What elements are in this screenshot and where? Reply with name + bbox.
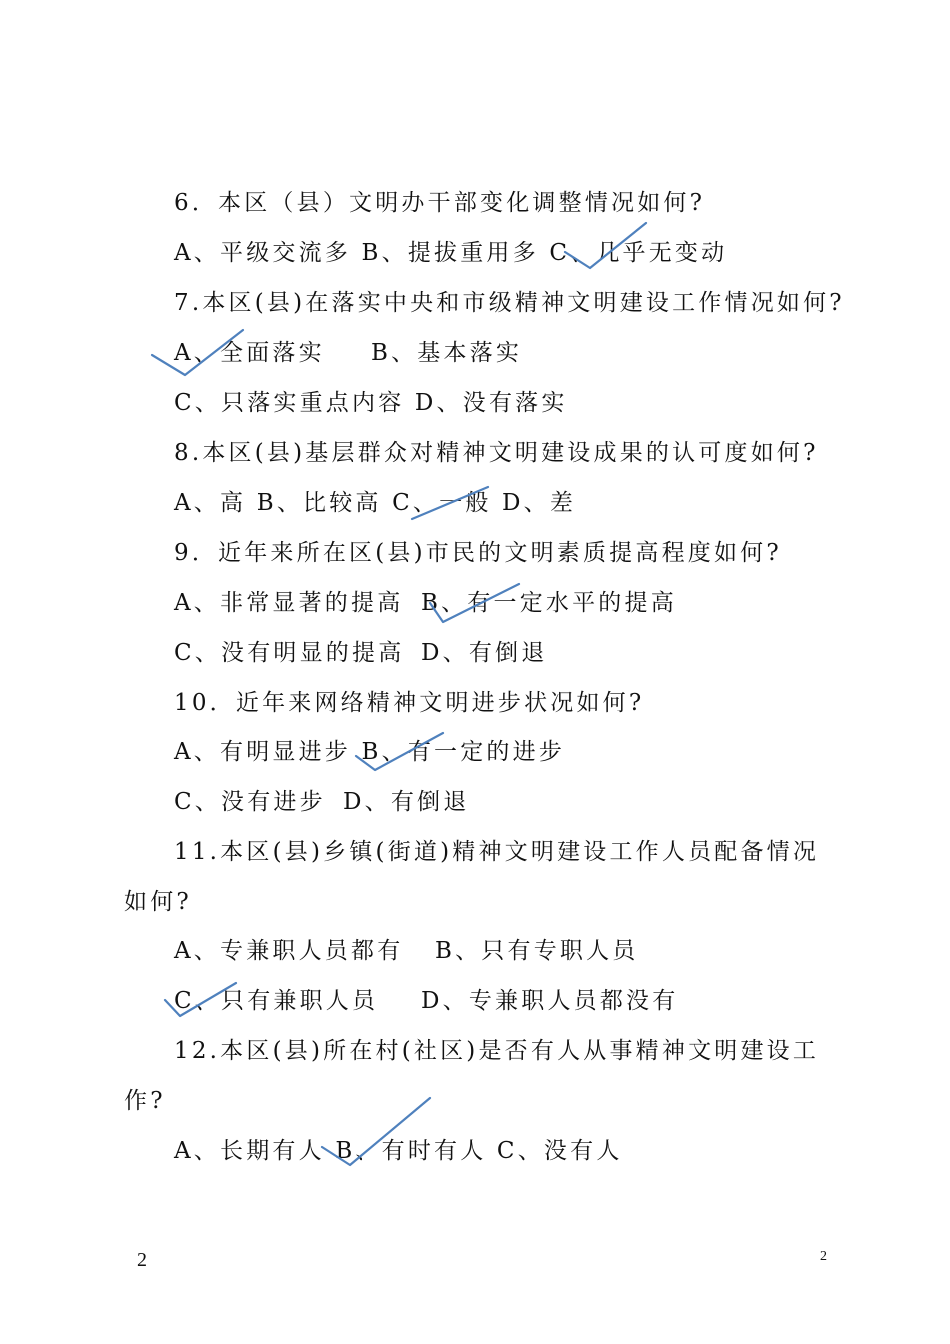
question-10-options-ab: A、有明显进步 B、有一定的进步 [174, 739, 566, 765]
question-9-option-b: B、有一定水平的提高 [421, 590, 677, 616]
question-11-option-b: B、只有专职人员 [435, 938, 639, 964]
question-9-option-c: C、没有明显的提高 [174, 640, 405, 666]
question-9: 9．近年来所在区(县)市民的文明素质提高程度如何? [174, 540, 782, 566]
question-11-option-a: A、专兼职人员都有 [174, 938, 404, 964]
page-number-right: 2 [820, 1249, 827, 1264]
question-9-option-a: A、非常显著的提高 [174, 590, 404, 616]
question-10-option-c: C、没有进步 [174, 789, 326, 815]
question-12-options: A、长期有人 B、有时有人 C、没有人 [174, 1138, 623, 1164]
question-11-option-c: C、只有兼职人员 [174, 988, 379, 1014]
question-11-line-2: 如何? [124, 889, 192, 915]
question-6: 6．本区（县）文明办干部变化调整情况如何? [174, 190, 706, 216]
question-10: 10．近年来网络精神文明进步状况如何? [174, 690, 645, 716]
question-7-option-a: A、全面落实 [174, 340, 325, 366]
question-8-options: A、高 B、比较高 C、一般 D、差 [174, 490, 577, 516]
page-number-left: 2 [137, 1249, 147, 1271]
question-7-option-b: B、基本落实 [371, 340, 523, 366]
question-11-line-1: 11.本区(县)乡镇(街道)精神文明建设工作人员配备情况 [174, 839, 820, 865]
question-7-options-cd: C、只落实重点内容 D、没有落实 [174, 390, 568, 416]
question-9-option-d: D、有倒退 [421, 640, 548, 666]
question-7: 7.本区(县)在落实中央和市级精神文明建设工作情况如何? [174, 290, 845, 316]
question-11-option-d: D、专兼职人员都没有 [421, 988, 679, 1014]
question-8: 8.本区(县)基层群众对精神文明建设成果的认可度如何? [174, 440, 819, 466]
question-12-line-2: 作? [124, 1088, 166, 1114]
question-6-options: A、平级交流多 B、提拔重用多 C、几乎无变动 [174, 240, 728, 266]
question-12-line-1: 12.本区(县)所在村(社区)是否有人从事精神文明建设工 [174, 1038, 820, 1064]
question-10-option-d: D、有倒退 [343, 789, 470, 815]
